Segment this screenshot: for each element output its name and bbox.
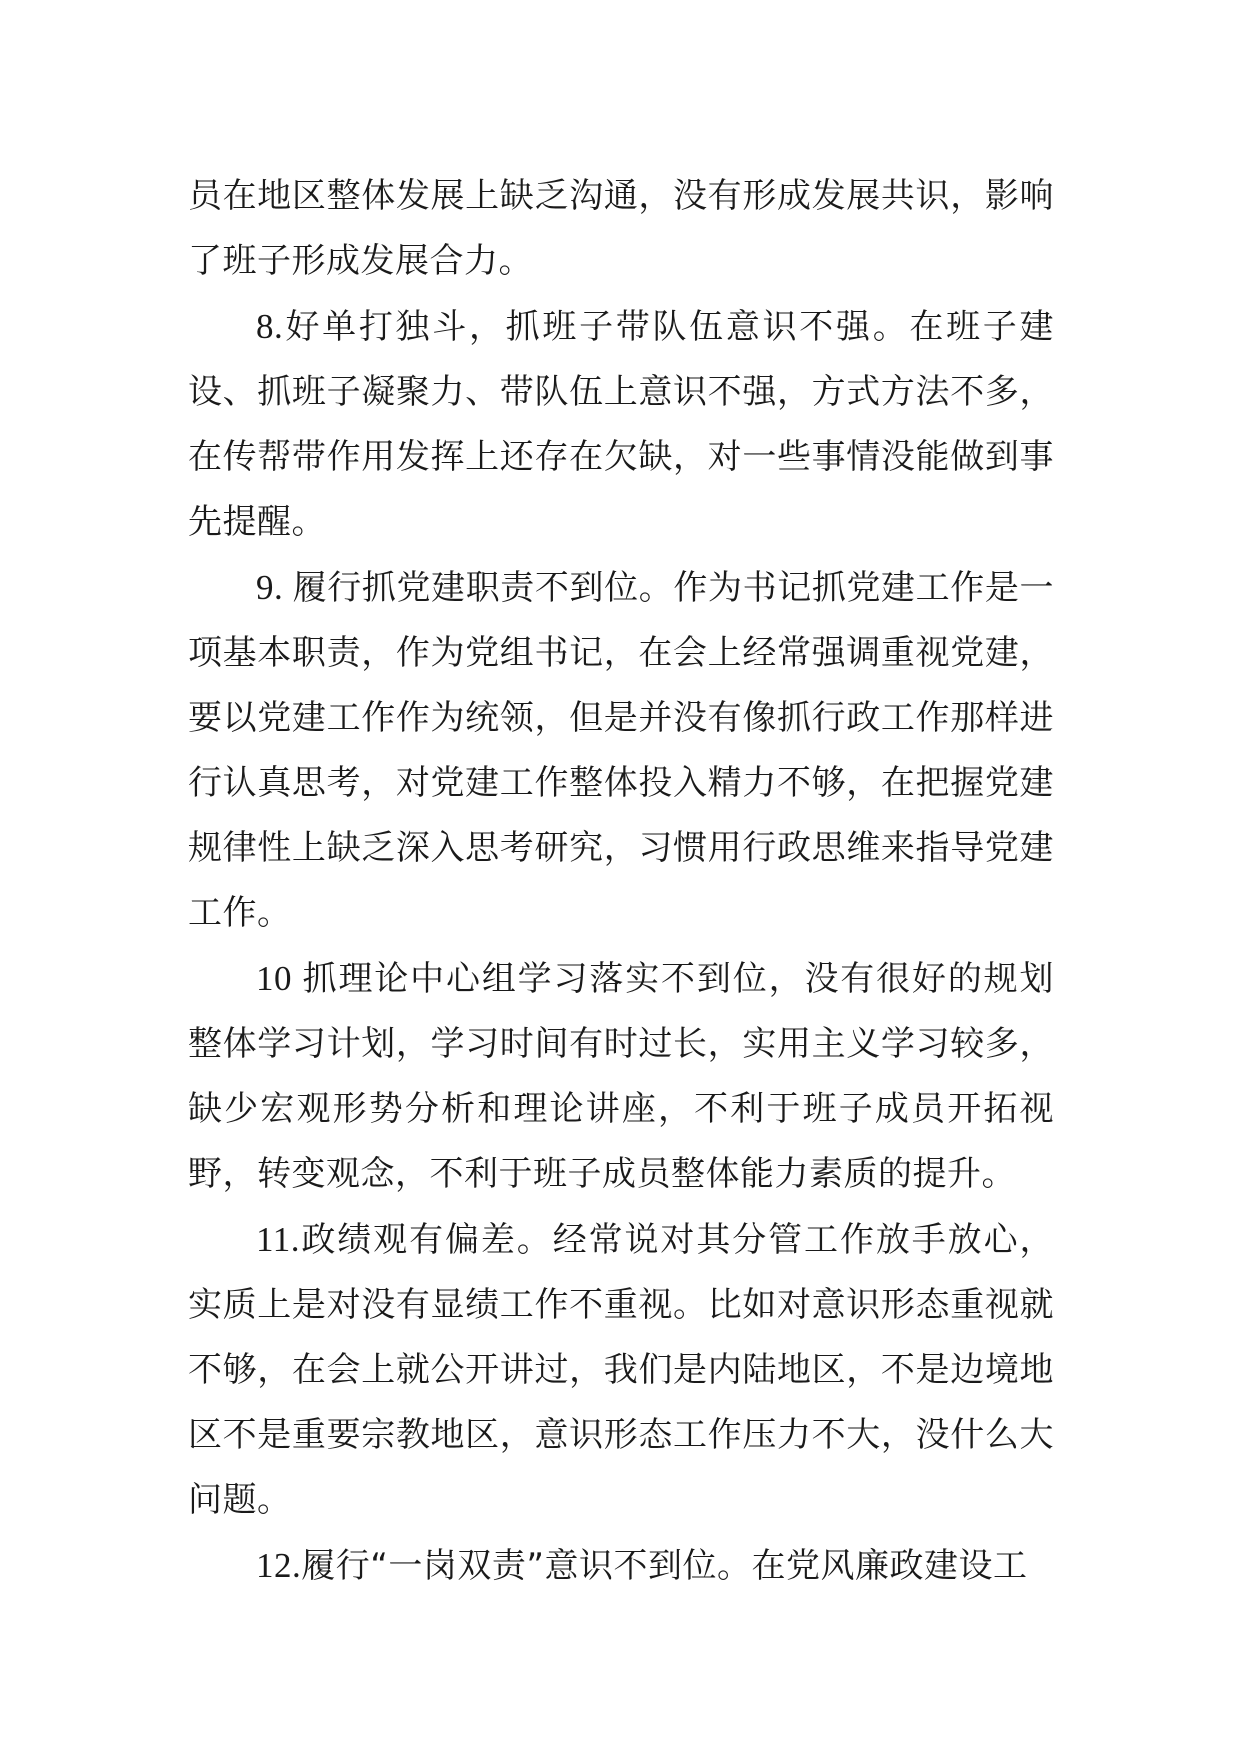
paragraph-item-11	[188, 1207, 1054, 1533]
paragraph-item-8	[188, 294, 1054, 555]
item-number: 11.	[256, 1220, 300, 1259]
paragraph-text: 政绩观有偏差。经常说对其分管工作放手放心，实质上是对没有显绩工作不重视。比如对意识形态重视就不够，在会上就公开讲过，我们是内陆地区，不是边境地区不是重要宗教地区，意识形态工作压力不大，没什么大问题。	[188, 1220, 1054, 1520]
item-number: 10	[256, 959, 303, 998]
paragraph-text: 好单打独斗，抓班子带队伍意识不强。在班子建设、抓班子凝聚力、带队伍上意识不强，方式方法不多，在传帮带作用发挥上还存在欠缺，对一些事情没能做到事先提醒。	[188, 307, 1054, 542]
paragraph-continuation	[188, 164, 1054, 294]
item-number: 9.	[256, 568, 293, 607]
paragraph-item-10	[188, 946, 1054, 1207]
item-number: 8.	[256, 307, 284, 346]
paragraph-item-9	[188, 555, 1054, 946]
item-number: 12.	[256, 1546, 302, 1585]
paragraph-text: 履行“一岗双责”意识不到位。在党风廉政建设工	[301, 1546, 1028, 1586]
paragraph-item-12	[188, 1533, 1054, 1599]
paragraph-text: 履行抓党建职责不到位。作为书记抓党建工作是一项基本职责，作为党组书记，在会上经常强调重视党建，要以党建工作作为统领，但是并没有像抓行政工作那样进行认真思考，对党建工作整体投入精力不够，在把握党建规律性上缺乏深入思考研究，习惯用行政思维来指导党建工作。	[188, 568, 1055, 933]
document-page	[188, 164, 1054, 1599]
paragraph-text: 员在地区整体发展上缺乏沟通，没有形成发展共识，影响了班子形成发展合力。	[188, 176, 1054, 281]
paragraph-text: 抓理论中心组学习落实不到位，没有很好的规划整体学习计划，学习时间有时过长，实用主义学习较多，缺少宏观形势分析和理论讲座，不利于班子成员开拓视野，转变观念，不利于班子成员整体能力素质的提升。	[188, 959, 1055, 1194]
